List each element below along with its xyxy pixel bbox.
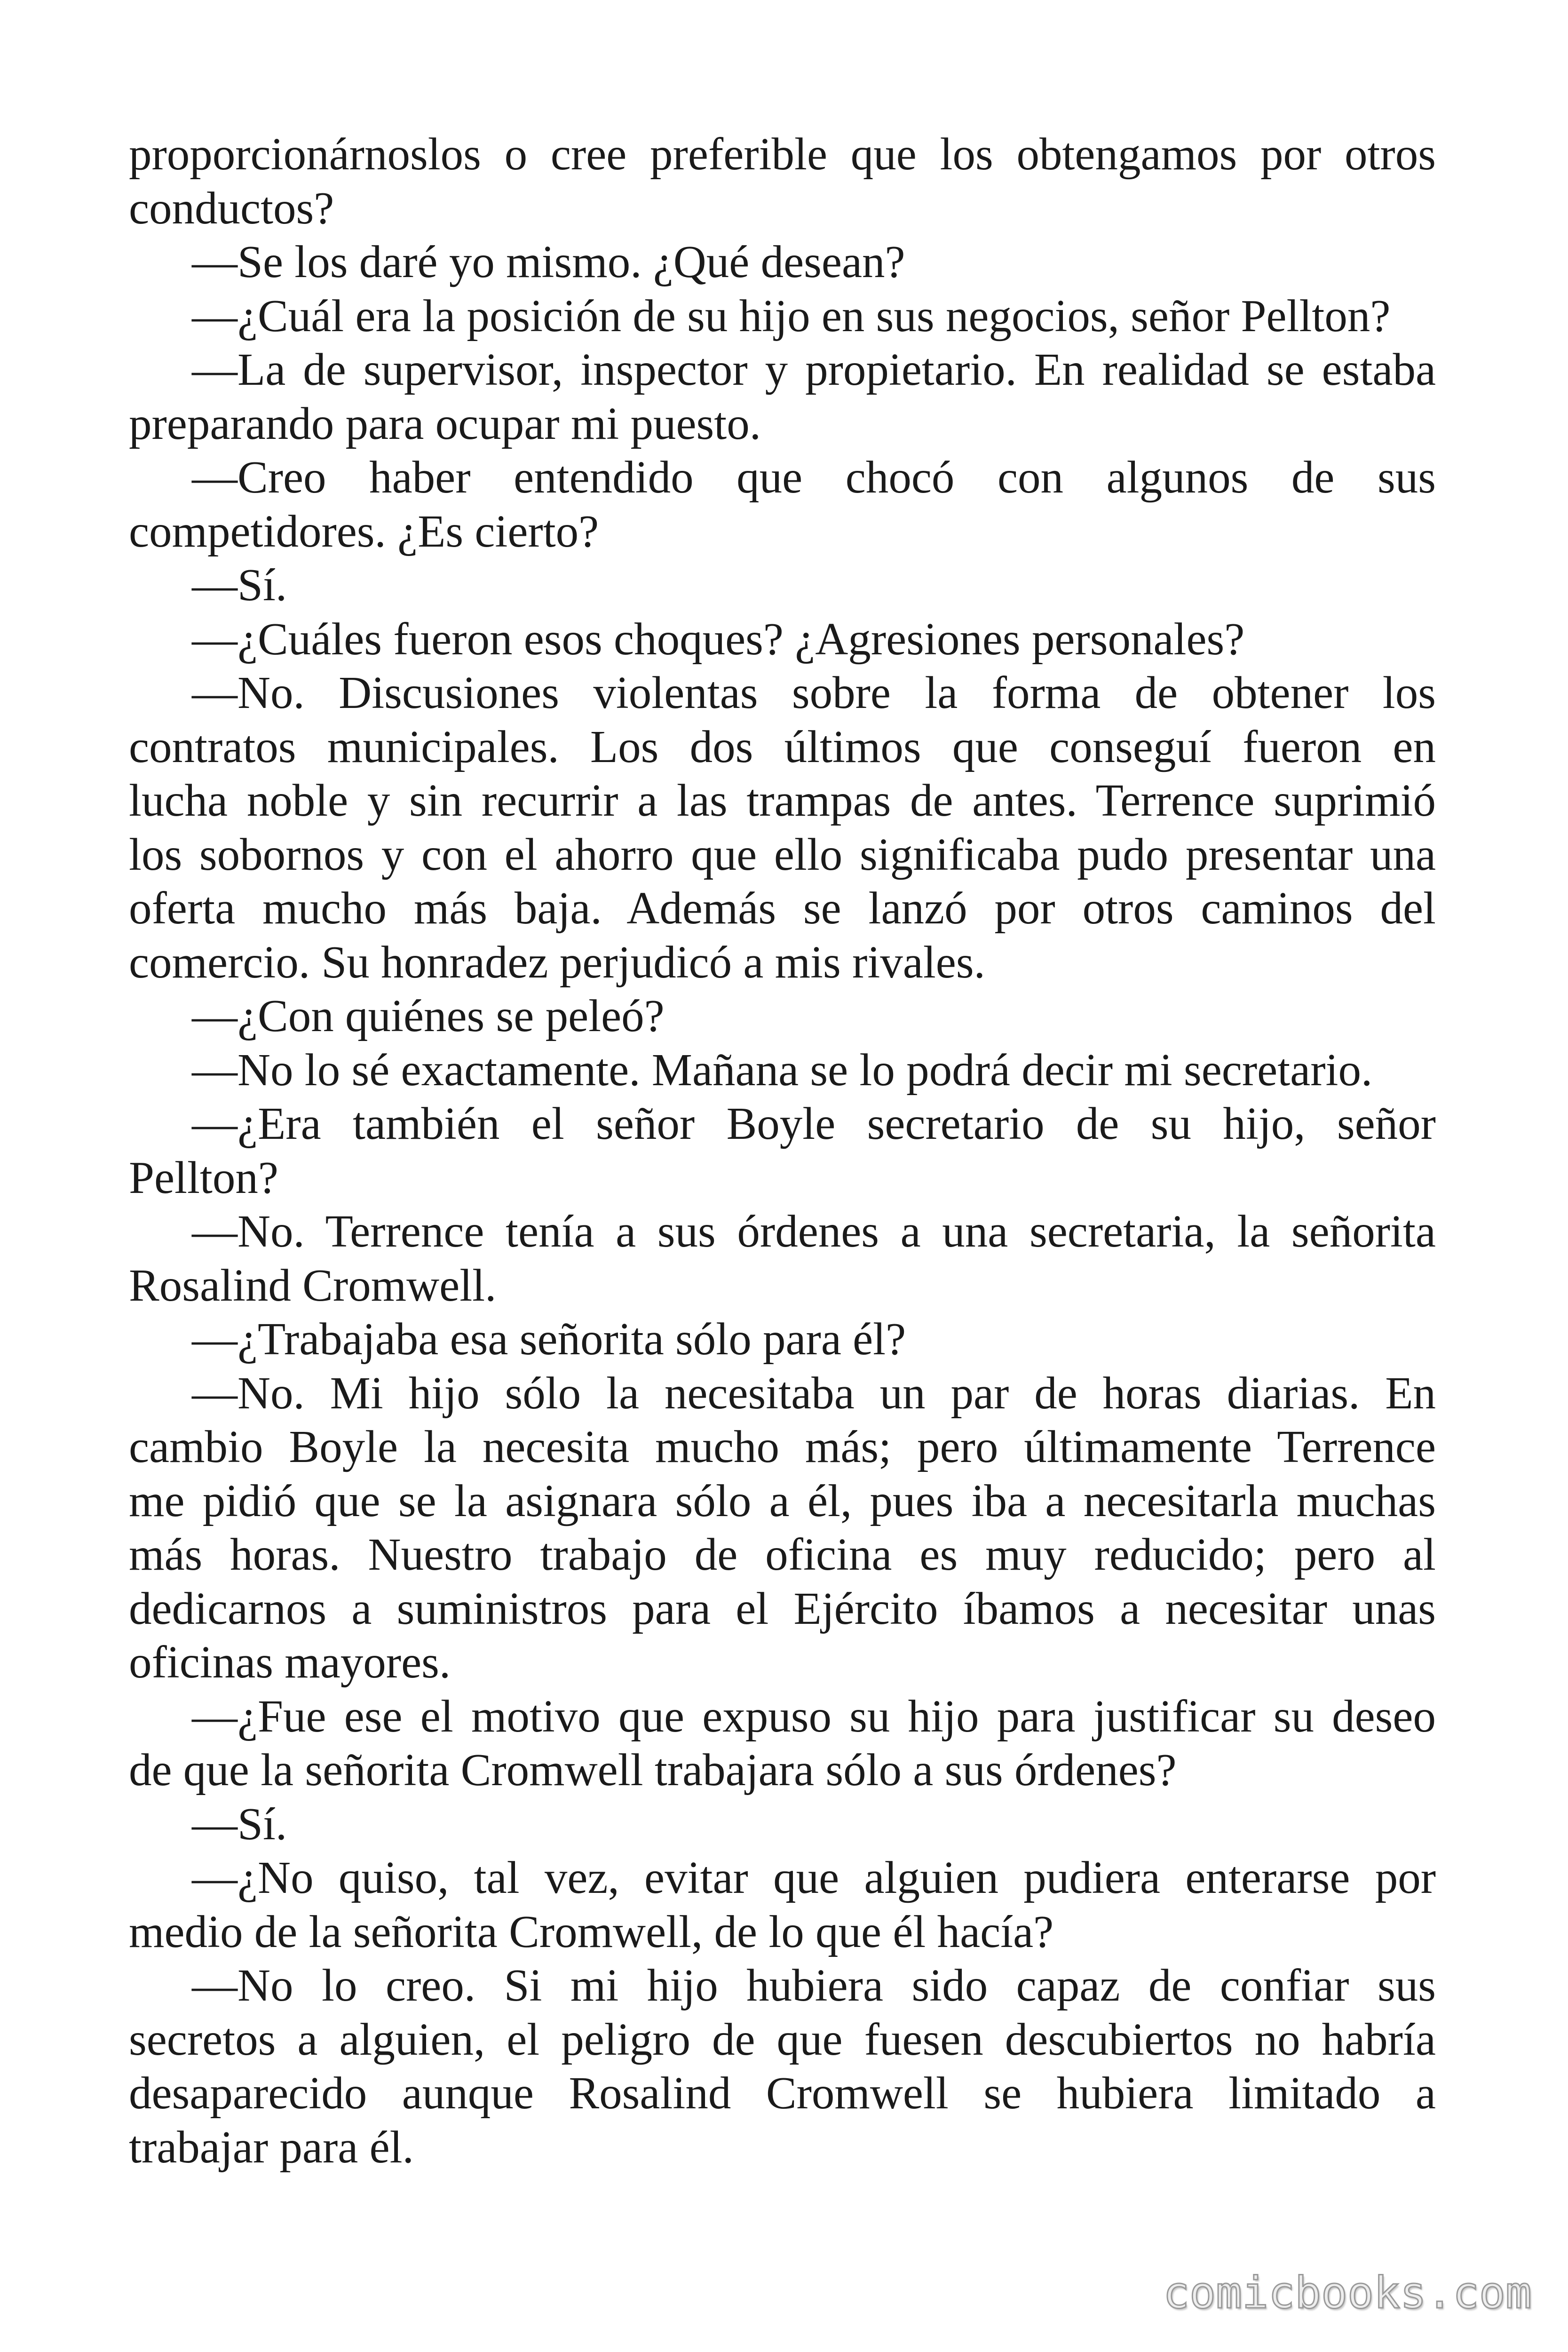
text-line: desaparecido aunque Rosalind Cromwell se hubiera limitado a <box>129 2068 1436 2118</box>
text-line: comercio. Su honradez perjudicó a mis rivales. <box>129 937 985 987</box>
text-line: —La de supervisor, inspector y propietario. En realidad se estaba <box>192 344 1436 395</box>
text-line: —No lo sé exactamente. Mañana se lo podrá decir mi secretario. <box>192 1044 1373 1095</box>
text-line: Rosalind Cromwell. <box>129 1260 497 1311</box>
text-line: —Creo haber entendido que chocó con algunos de sus <box>192 452 1436 502</box>
paragraph <box>129 1205 1436 1312</box>
text-line: proporcionárnoslos o cree preferible que los obtengamos por otros <box>129 129 1436 179</box>
text-line: —¿Con quiénes se peleó? <box>192 991 665 1041</box>
paragraph <box>129 558 1436 612</box>
paragraph <box>129 1367 1436 1690</box>
paragraph <box>129 451 1436 558</box>
paragraph <box>129 1690 1436 1797</box>
text-line: medio de la señorita Cromwell, de lo que él hacía? <box>129 1906 1054 1957</box>
text-line: —No lo creo. Si mi hijo hubiera sido capaz de confiar sus <box>192 1960 1436 2010</box>
text-line: competidores. ¿Es cierto? <box>129 506 599 556</box>
text-line: —¿Cuáles fueron esos choques? ¿Agresiones personales? <box>192 613 1245 664</box>
paragraph <box>129 289 1436 343</box>
text-line: preparando para ocupar mi puesto. <box>129 398 761 449</box>
paragraph <box>129 612 1436 667</box>
paragraph <box>129 1097 1436 1205</box>
paragraph <box>129 343 1436 451</box>
text-line: —Sí. <box>192 560 287 610</box>
watermark: comicbooks.com <box>1163 2267 1532 2318</box>
text-line: me pidió que se la asignara sólo a él, pues iba a necesitarla muchas <box>129 1475 1436 1526</box>
text-line: Pellton? <box>129 1152 278 1203</box>
text-line: —¿Fue ese el motivo que expuso su hijo para justificar su deseo <box>192 1691 1436 1741</box>
text-line: oferta mucho más baja. Además se lanzó por otros caminos del <box>129 883 1436 933</box>
text-line: secretos a alguien, el peligro de que fuesen descubiertos no habría <box>129 2014 1436 2065</box>
text-line: dedicarnos a suministros para el Ejército íbamos a necesitar unas <box>129 1583 1436 1634</box>
text-line: —Sí. <box>192 1798 287 1849</box>
text-line: de que la señorita Cromwell trabajara sólo a sus órdenes? <box>129 1745 1177 1795</box>
paragraph <box>129 1851 1436 1959</box>
text-line: trabajar para él. <box>129 2122 414 2172</box>
text-line: —No. Discusiones violentas sobre la forma de obtener los <box>192 667 1436 718</box>
text-line: conductos? <box>129 183 334 233</box>
text-line: —¿Cuál era la posición de su hijo en sus negocios, señor Pellton? <box>192 290 1391 341</box>
text-line: —No. Mi hijo sólo la necesitaba un par de horas diarias. En <box>192 1367 1436 1418</box>
paragraph <box>129 989 1436 1043</box>
text-line: contratos municipales. Los dos últimos que conseguí fueron en <box>129 721 1436 772</box>
paragraph <box>129 235 1436 289</box>
text-line: más horas. Nuestro trabajo de oficina es muy reducido; pero al <box>129 1529 1436 1580</box>
text-line: oficinas mayores. <box>129 1637 451 1687</box>
text-line: —Se los daré yo mismo. ¿Qué desean? <box>192 237 905 287</box>
paragraph <box>129 1797 1436 1851</box>
text-line: cambio Boyle la necesita mucho más; pero últimamente Terrence <box>129 1422 1436 1472</box>
text-line: los sobornos y con el ahorro que ello significaba pudo presentar una <box>129 829 1436 880</box>
text-line: lucha noble y sin recurrir a las trampas de antes. Terrence suprimió <box>129 775 1436 826</box>
paragraph <box>129 1312 1436 1367</box>
paragraph <box>129 666 1436 989</box>
text-line: —¿Trabajaba esa señorita sólo para él? <box>192 1314 906 1364</box>
text-line: —No. Terrence tenía a sus órdenes a una secretaria, la señorita <box>192 1206 1436 1256</box>
book-page-text <box>129 127 1436 2174</box>
text-line: —¿Era también el señor Boyle secretario de su hijo, señor <box>192 1098 1436 1149</box>
text-line: —¿No quiso, tal vez, evitar que alguien pudiera enterarse por <box>192 1852 1436 1903</box>
paragraph <box>129 1959 1436 2174</box>
paragraph <box>129 127 1436 235</box>
paragraph <box>129 1043 1436 1097</box>
